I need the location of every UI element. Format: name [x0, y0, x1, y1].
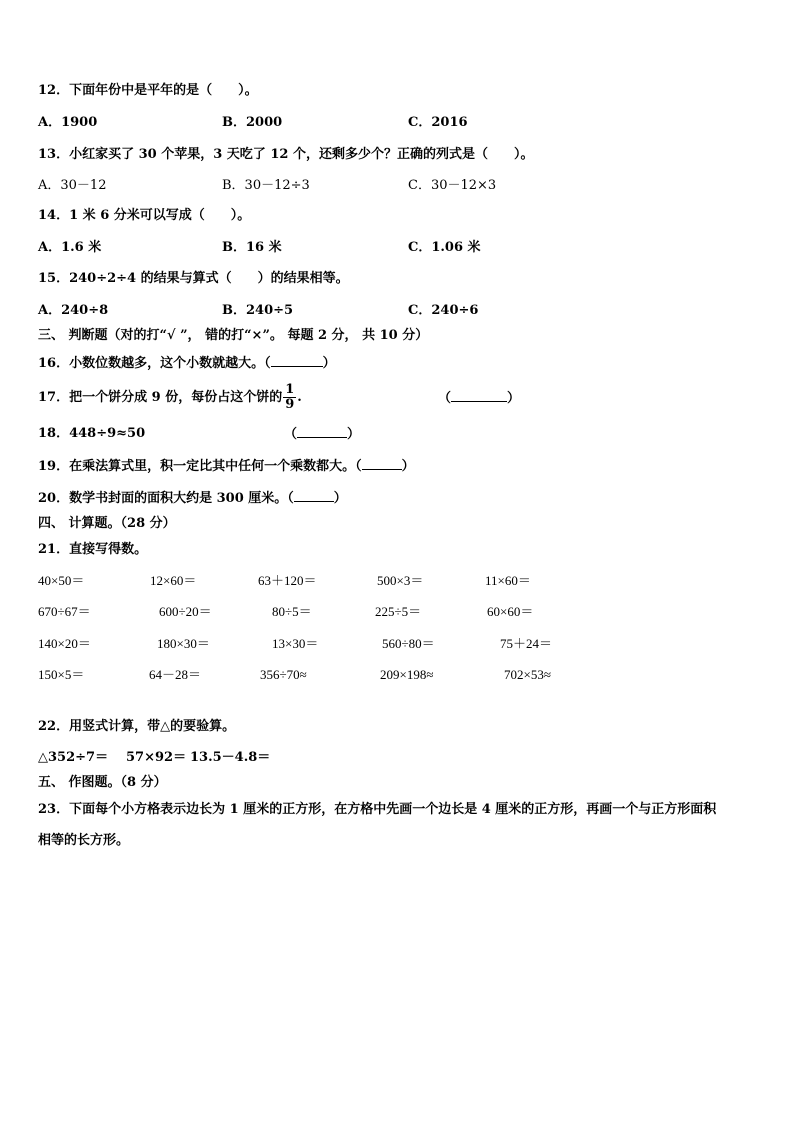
q15-option-a: A．240÷8 — [38, 303, 109, 318]
calc-item: 60×60＝ — [487, 604, 534, 619]
calc-item: 11×60＝ — [485, 573, 531, 588]
q15-option-b: B．240÷5 — [222, 303, 294, 318]
q15-option-c: C．240÷6 — [408, 303, 479, 318]
question-20: 20．数学书封面的面积大约是 300 厘米。（ ） — [38, 491, 347, 506]
calc-item: 64－28＝ — [149, 667, 202, 682]
q18-answer: （ ） — [284, 427, 361, 442]
q22-item-3: 13.5－4.8＝ — [190, 750, 271, 765]
question-18: 18．448÷9≈50 — [38, 426, 146, 441]
q13-option-a: A．30－12 — [38, 178, 107, 193]
question-23-line-1: 23．下面每个小方格表示边长为 1 厘米的正方形，在方格中先画一个边长是 4 厘米的正方形，再画一个与正方形面积 — [38, 802, 717, 817]
calc-item: 209×198≈ — [380, 667, 434, 682]
calc-item: 600÷20＝ — [159, 604, 212, 619]
calc-item: 150×5＝ — [38, 667, 85, 682]
question-21: 21．直接写得数。 — [38, 542, 148, 557]
q14-option-a: A．1.6 米 — [38, 240, 102, 255]
question-17: 17．把一个饼分成 9 份，每份占这个饼的 $\frac{1}{9}$ . — [38, 382, 302, 412]
q14-option-b: B．16 米 — [222, 240, 282, 255]
q22-item-1: △352÷7＝ — [38, 750, 109, 765]
q13-option-b: B．30－12÷3 — [222, 178, 310, 193]
calc-item: 12×60＝ — [150, 573, 197, 588]
answer-blank[interactable] — [297, 425, 347, 438]
section-4-heading: 四、 计算题。（28 分） — [38, 516, 176, 531]
q12-option-b: B．2000 — [222, 115, 283, 130]
answer-blank[interactable] — [271, 354, 323, 367]
calc-item: 702×53≈ — [504, 667, 551, 682]
q16-close: ） — [322, 356, 336, 371]
calc-item: 356÷70≈ — [260, 667, 307, 682]
q22-item-2: 57×92＝ — [126, 750, 187, 765]
question-23-line-2: 相等的长方形。 — [38, 833, 130, 848]
calc-item: 40×50＝ — [38, 573, 85, 588]
calc-item: 560÷80＝ — [382, 636, 435, 651]
q13-option-c: C．30－12×3 — [408, 178, 497, 193]
calc-item: 75＋24＝ — [500, 636, 553, 651]
calc-item: 63＋120＝ — [258, 573, 317, 588]
question-19: 19．在乘法算式里，积一定比其中任何一个乘数都大。（ ） — [38, 459, 415, 474]
q16-text: 16．小数位数越多，这个小数就越大。（ — [38, 356, 271, 371]
section-3-heading: 三、 判断题（对的打“√ ”， 错的打“×”。 每题 2 分， 共 10 分） — [38, 328, 429, 343]
question-22: 22．用竖式计算，带△的要验算。 — [38, 719, 236, 734]
answer-blank[interactable] — [451, 389, 507, 402]
calc-item: 670÷67＝ — [38, 604, 91, 619]
question-13: 13．小红家买了 30 个苹果，3 天吃了 12 个，还剩多少个？正确的列式是（ ）。 — [38, 147, 534, 162]
calc-item: 225÷5＝ — [375, 604, 422, 619]
calc-item: 80÷5＝ — [272, 604, 312, 619]
answer-blank[interactable] — [294, 489, 334, 502]
calc-item: 180×30＝ — [157, 636, 210, 651]
q12-option-c: C．2016 — [408, 115, 468, 130]
question-12: 12．下面年份中是平年的是（ ）。 — [38, 83, 258, 98]
q14-option-c: C．1.06 米 — [408, 240, 481, 255]
answer-blank[interactable] — [362, 457, 402, 470]
fraction-one-ninth: $\frac{1}{9}$ — [285, 382, 295, 412]
section-5-heading: 五、 作图题。（8 分） — [38, 775, 167, 790]
q17-answer: （ ） — [438, 391, 521, 406]
question-16 — [38, 354, 336, 373]
calc-item: 500×3＝ — [377, 573, 424, 588]
question-15: 15．240÷2÷4 的结果与算式（ ）的结果相等。 — [38, 271, 349, 286]
calc-item: 140×20＝ — [38, 636, 91, 651]
question-14: 14．1 米 6 分米可以写成（ ）。 — [38, 208, 251, 223]
q12-option-a: A．1900 — [38, 115, 98, 130]
calc-item: 13×30＝ — [272, 636, 319, 651]
q17-text: 17．把一个饼分成 9 份，每份占这个饼的 — [38, 390, 283, 405]
